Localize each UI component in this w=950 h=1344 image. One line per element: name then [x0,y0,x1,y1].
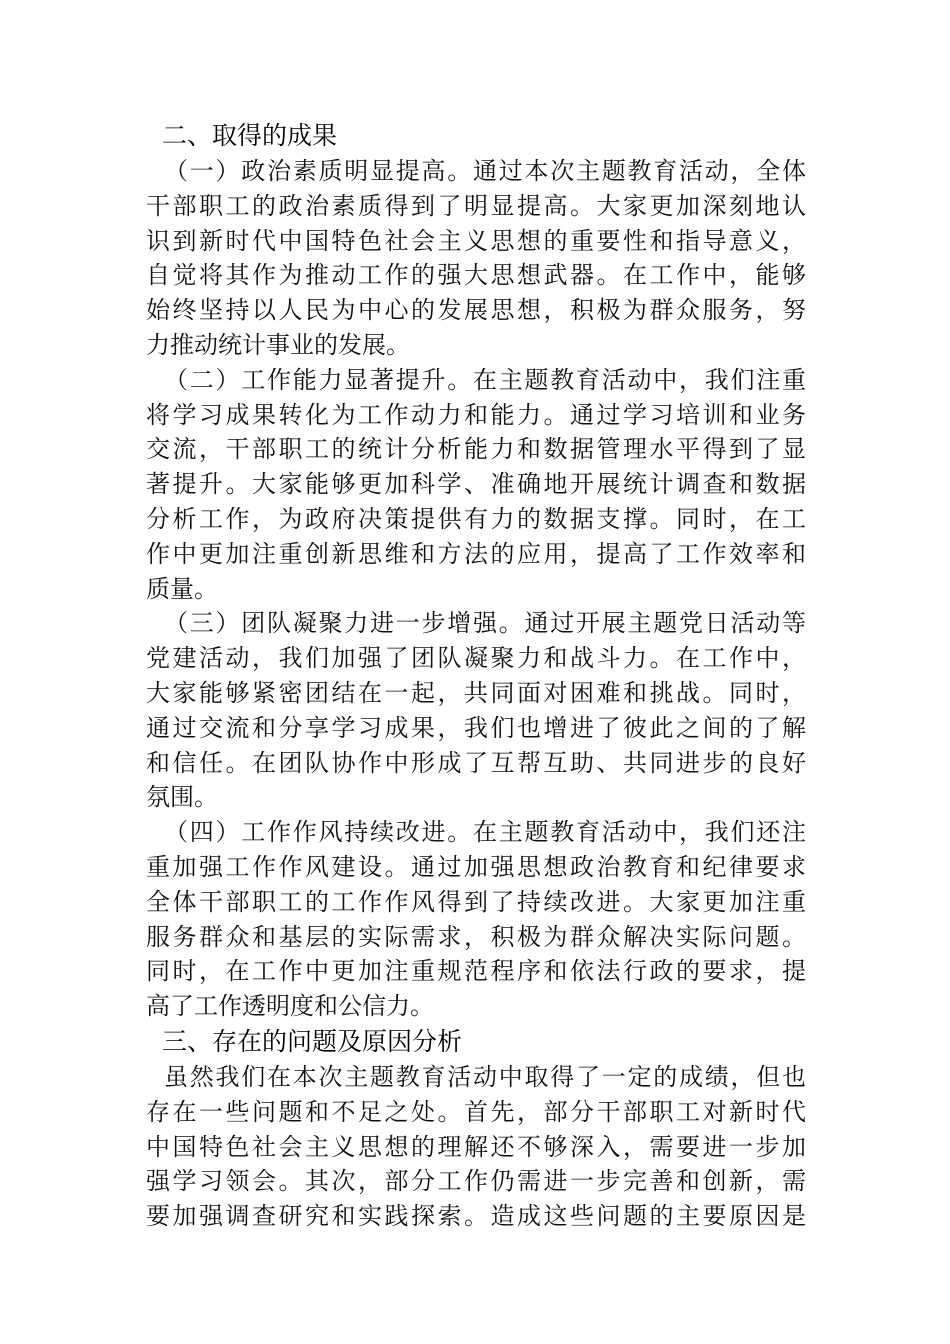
paragraph-line: 将学习成果转化为工作动力和能力。通过学习培训和业务 [146,400,806,429]
paragraph-line: 党建活动，我们加强了团队凝聚力和战斗力。在工作中， [146,644,806,673]
paragraph-line: 干部职工的政治素质得到了明显提高。大家更加深刻地认 [146,191,806,220]
paragraph-problems [146,1060,806,1234]
paragraph-line: 强学习领会。其次，部分工作仍需进一步完善和创新，需 [146,1167,806,1196]
paragraph-line: 氛围。 [146,783,218,812]
paragraph-line: 自觉将其作为推动工作的强大思想武器。在工作中，能够 [146,261,806,290]
paragraph-line: （一）政治素质明显提高。通过本次主题教育活动，全体 [164,157,806,185]
paragraph-line: 高了工作透明度和公信力。 [146,992,434,1021]
paragraph-line: 存在一些问题和不足之处。首先，部分干部职工对新时代 [146,1097,806,1126]
paragraph-line: （四）工作作风持续改进。在主题教育活动中，我们还注 [164,818,806,847]
paragraph-line: 要加强调查研究和实践探索。造成这些问题的主要原因是 [146,1202,806,1231]
paragraph-line: 和信任。在团队协作中形成了互帮互助、共同进步的良好 [146,748,806,777]
paragraph-line: 作中更加注重创新思维和方法的应用，提高了工作效率和 [146,539,806,568]
paragraph-line: 始终坚持以人民为中心的发展思想，积极为群众服务，努 [146,296,806,325]
section-heading-achievements: 二、取得的成果 [162,121,338,150]
paragraph-line: 交流，干部职工的统计分析能力和数据管理水平得到了显 [146,435,806,464]
paragraph-political-quality [146,154,806,363]
paragraph-line: 重加强工作作风建设。通过加强思想政治教育和纪律要求 [146,852,806,881]
paragraph-line: 大家能够紧密团结在一起，共同面对困难和挑战。同时， [146,678,806,707]
paragraph-line: （二）工作能力显著提升。在主题教育活动中，我们注重 [164,365,806,394]
paragraph-line: 识到新时代中国特色社会主义思想的重要性和指导意义， [146,226,806,255]
paragraph-line: 中国特色社会主义思想的理解还不够深入，需要进一步加 [146,1132,806,1161]
paragraph-line: 著提升。大家能够更加科学、准确地开展统计调查和数据 [146,470,806,499]
paragraph-line: 全体干部职工的工作作风得到了持续改进。大家更加注重 [146,887,806,916]
paragraph-line: 力推动统计事业的发展。 [146,330,410,359]
document-body [146,118,806,1234]
paragraph-work-ability [146,363,806,607]
paragraph-work-style [146,815,806,1024]
section-heading-problems: 三、存在的问题及原因分析 [162,1026,463,1056]
paragraph-line: 分析工作，为政府决策提供有力的数据支撑。同时，在工 [146,504,806,533]
paragraph-line: 质量。 [146,574,218,603]
paragraph-team-cohesion [146,606,806,815]
paragraph-line: 同时，在工作中更加注重规范程序和依法行政的要求，提 [146,957,806,986]
paragraph-line: 虽然我们在本次主题教育活动中取得了一定的成绩，但也 [164,1062,806,1091]
paragraph-line: （三）团队凝聚力进一步增强。通过开展主题党日活动等 [164,609,806,638]
paragraph-line: 通过交流和分享学习成果，我们也增进了彼此之间的了解 [146,713,806,742]
paragraph-line: 服务群众和基层的实际需求，积极为群众解决实际问题。 [146,922,806,951]
